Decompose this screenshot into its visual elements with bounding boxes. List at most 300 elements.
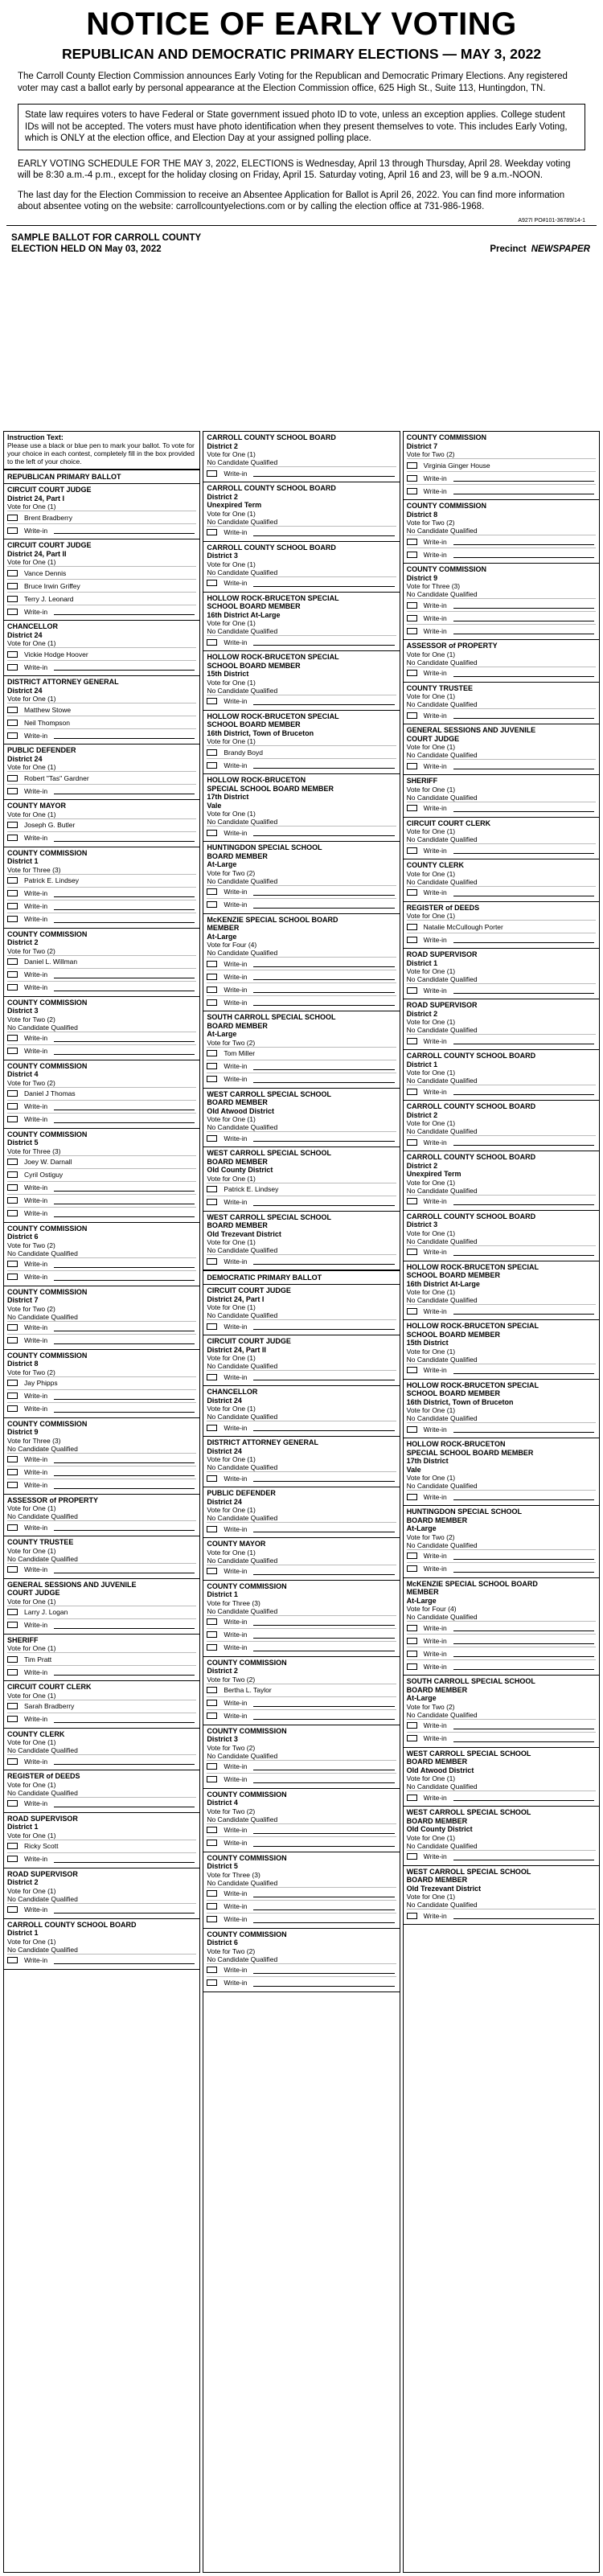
- write-in-line[interactable]: [453, 1088, 594, 1095]
- write-in-option[interactable]: [207, 758, 396, 771]
- vote-box[interactable]: [7, 1103, 18, 1110]
- write-in-option[interactable]: [7, 1270, 196, 1283]
- candidate-option[interactable]: [7, 1606, 196, 1618]
- write-in-option[interactable]: [7, 1334, 196, 1347]
- vote-box[interactable]: [407, 1853, 417, 1860]
- write-in-line[interactable]: [54, 1035, 195, 1042]
- write-in-option[interactable]: [407, 886, 596, 899]
- write-in-line[interactable]: [54, 608, 195, 615]
- write-in-option[interactable]: [207, 1421, 396, 1434]
- candidate-option[interactable]: [7, 1700, 196, 1713]
- vote-box[interactable]: [207, 580, 217, 586]
- write-in-option[interactable]: [407, 708, 596, 721]
- write-in-line[interactable]: [453, 1735, 594, 1742]
- write-in-line[interactable]: [453, 1794, 594, 1801]
- write-in-option[interactable]: [7, 1453, 196, 1466]
- vote-box[interactable]: [207, 974, 217, 980]
- vote-box[interactable]: [7, 822, 18, 828]
- candidate-option[interactable]: [7, 1155, 196, 1168]
- vote-box[interactable]: [7, 1906, 18, 1913]
- vote-box[interactable]: [7, 1197, 18, 1204]
- write-in-line[interactable]: [453, 1650, 594, 1657]
- write-in-option[interactable]: [7, 1466, 196, 1479]
- vote-box[interactable]: [407, 615, 417, 621]
- write-in-line[interactable]: [453, 1853, 594, 1860]
- vote-box[interactable]: [7, 583, 18, 589]
- vote-box[interactable]: [407, 1494, 417, 1500]
- vote-box[interactable]: [7, 1524, 18, 1531]
- candidate-option[interactable]: [207, 1684, 396, 1696]
- write-in-option[interactable]: [207, 1196, 396, 1208]
- candidate-option[interactable]: [407, 458, 596, 471]
- vote-box[interactable]: [407, 924, 417, 930]
- write-in-line[interactable]: [453, 762, 594, 769]
- write-in-option[interactable]: [207, 970, 396, 982]
- write-in-option[interactable]: [407, 1659, 596, 1672]
- write-in-option[interactable]: [7, 913, 196, 925]
- write-in-line[interactable]: [453, 1367, 594, 1374]
- vote-box[interactable]: [207, 1186, 217, 1192]
- vote-box[interactable]: [7, 651, 18, 658]
- write-in-option[interactable]: [407, 1719, 596, 1732]
- vote-box[interactable]: [207, 1631, 217, 1638]
- write-in-line[interactable]: [453, 601, 594, 609]
- vote-box[interactable]: [7, 1035, 18, 1041]
- write-in-option[interactable]: [7, 1713, 196, 1725]
- write-in-option[interactable]: [207, 1370, 396, 1383]
- write-in-line[interactable]: [253, 1916, 394, 1923]
- write-in-line[interactable]: [253, 1373, 394, 1380]
- write-in-option[interactable]: [207, 982, 396, 995]
- vote-box[interactable]: [407, 475, 417, 482]
- vote-box[interactable]: [407, 1308, 417, 1315]
- write-in-line[interactable]: [453, 1198, 594, 1205]
- write-in-line[interactable]: [253, 1979, 394, 1987]
- candidate-option[interactable]: [7, 703, 196, 716]
- vote-box[interactable]: [407, 488, 417, 494]
- write-in-option[interactable]: [7, 900, 196, 913]
- write-in-option[interactable]: [7, 1402, 196, 1415]
- candidate-option[interactable]: [7, 955, 196, 968]
- write-in-option[interactable]: [407, 667, 596, 679]
- write-in-option[interactable]: [7, 1044, 196, 1057]
- candidate-option[interactable]: [7, 511, 196, 523]
- vote-box[interactable]: [407, 1038, 417, 1044]
- write-in-line[interactable]: [54, 1103, 195, 1110]
- write-in-line[interactable]: [453, 1307, 594, 1315]
- write-in-option[interactable]: [7, 1181, 196, 1194]
- write-in-line[interactable]: [54, 1957, 195, 1964]
- vote-box[interactable]: [407, 1249, 417, 1255]
- vote-box[interactable]: [207, 1890, 217, 1897]
- write-in-option[interactable]: [207, 1319, 396, 1332]
- write-in-option[interactable]: [207, 1900, 396, 1913]
- vote-box[interactable]: [7, 890, 18, 896]
- vote-box[interactable]: [7, 1405, 18, 1412]
- vote-box[interactable]: [207, 901, 217, 908]
- vote-box[interactable]: [7, 732, 18, 739]
- write-in-option[interactable]: [407, 1490, 596, 1503]
- write-in-option[interactable]: [7, 831, 196, 844]
- vote-box[interactable]: [407, 539, 417, 545]
- vote-box[interactable]: [407, 1565, 417, 1572]
- write-in-option[interactable]: [207, 826, 396, 839]
- vote-box[interactable]: [7, 1456, 18, 1462]
- write-in-line[interactable]: [253, 638, 394, 646]
- vote-box[interactable]: [7, 916, 18, 922]
- write-in-option[interactable]: [407, 1135, 596, 1148]
- write-in-option[interactable]: [7, 1903, 196, 1916]
- vote-box[interactable]: [7, 515, 18, 521]
- write-in-option[interactable]: [7, 728, 196, 741]
- write-in-option[interactable]: [207, 695, 396, 708]
- vote-box[interactable]: [207, 1425, 217, 1431]
- write-in-option[interactable]: [7, 1100, 196, 1113]
- write-in-line[interactable]: [253, 1475, 394, 1482]
- write-in-line[interactable]: [54, 732, 195, 739]
- write-in-line[interactable]: [54, 890, 195, 897]
- vote-box[interactable]: [207, 1713, 217, 1719]
- write-in-option[interactable]: [7, 1113, 196, 1126]
- vote-box[interactable]: [407, 670, 417, 676]
- write-in-option[interactable]: [7, 1321, 196, 1334]
- candidate-option[interactable]: [7, 716, 196, 728]
- write-in-option[interactable]: [407, 802, 596, 814]
- write-in-line[interactable]: [253, 999, 394, 1006]
- write-in-option[interactable]: [207, 898, 396, 911]
- write-in-line[interactable]: [54, 1197, 195, 1204]
- vote-box[interactable]: [407, 1625, 417, 1631]
- write-in-option[interactable]: [407, 548, 596, 560]
- write-in-line[interactable]: [453, 487, 594, 494]
- write-in-option[interactable]: [407, 1364, 596, 1376]
- vote-box[interactable]: [207, 987, 217, 993]
- vote-box[interactable]: [7, 1274, 18, 1280]
- vote-box[interactable]: [207, 1967, 217, 1973]
- write-in-option[interactable]: [7, 1389, 196, 1402]
- write-in-line[interactable]: [253, 1199, 394, 1206]
- write-in-option[interactable]: [207, 466, 396, 479]
- write-in-line[interactable]: [453, 474, 594, 482]
- write-in-option[interactable]: [7, 1257, 196, 1270]
- write-in-line[interactable]: [253, 1257, 394, 1265]
- vote-box[interactable]: [207, 1776, 217, 1782]
- write-in-line[interactable]: [453, 889, 594, 896]
- write-in-option[interactable]: [407, 933, 596, 945]
- vote-box[interactable]: [207, 749, 217, 756]
- vote-box[interactable]: [7, 1843, 18, 1849]
- write-in-line[interactable]: [54, 1116, 195, 1123]
- vote-box[interactable]: [407, 847, 417, 854]
- write-in-line[interactable]: [54, 787, 195, 794]
- vote-box[interactable]: [7, 609, 18, 615]
- write-in-line[interactable]: [253, 1644, 394, 1651]
- vote-box[interactable]: [407, 1795, 417, 1801]
- write-in-option[interactable]: [7, 1563, 196, 1576]
- vote-box[interactable]: [207, 1199, 217, 1205]
- vote-box[interactable]: [7, 1116, 18, 1122]
- vote-box[interactable]: [7, 1261, 18, 1267]
- vote-box[interactable]: [7, 775, 18, 781]
- write-in-option[interactable]: [207, 1823, 396, 1836]
- write-in-option[interactable]: [207, 1709, 396, 1722]
- write-in-line[interactable]: [453, 1912, 594, 1919]
- vote-box[interactable]: [7, 1703, 18, 1709]
- write-in-line[interactable]: [253, 888, 394, 896]
- vote-box[interactable]: [407, 1638, 417, 1644]
- write-in-option[interactable]: [407, 1034, 596, 1047]
- write-in-option[interactable]: [407, 1634, 596, 1647]
- vote-box[interactable]: [407, 1426, 417, 1433]
- vote-box[interactable]: [407, 1722, 417, 1729]
- write-in-line[interactable]: [253, 1763, 394, 1770]
- vote-box[interactable]: [7, 1393, 18, 1399]
- vote-box[interactable]: [207, 470, 217, 477]
- candidate-option[interactable]: [7, 592, 196, 605]
- write-in-option[interactable]: [7, 1194, 196, 1207]
- vote-box[interactable]: [207, 1979, 217, 1986]
- write-in-option[interactable]: [407, 1647, 596, 1659]
- write-in-option[interactable]: [7, 981, 196, 994]
- write-in-line[interactable]: [54, 1622, 195, 1629]
- write-in-line[interactable]: [54, 916, 195, 923]
- write-in-line[interactable]: [453, 1425, 594, 1433]
- write-in-option[interactable]: [407, 1085, 596, 1097]
- write-in-option[interactable]: [7, 660, 196, 673]
- write-in-line[interactable]: [253, 1323, 394, 1330]
- write-in-line[interactable]: [453, 847, 594, 854]
- vote-box[interactable]: [7, 1800, 18, 1807]
- write-in-option[interactable]: [407, 484, 596, 497]
- vote-box[interactable]: [7, 570, 18, 576]
- candidate-option[interactable]: [7, 647, 196, 660]
- vote-box[interactable]: [7, 971, 18, 978]
- write-in-option[interactable]: [7, 1754, 196, 1767]
- vote-box[interactable]: [407, 805, 417, 811]
- write-in-option[interactable]: [207, 576, 396, 589]
- write-in-line[interactable]: [453, 1553, 594, 1560]
- candidate-option[interactable]: [207, 745, 396, 758]
- write-in-option[interactable]: [207, 1565, 396, 1577]
- write-in-line[interactable]: [453, 1138, 594, 1146]
- vote-box[interactable]: [7, 1566, 18, 1573]
- vote-box[interactable]: [207, 961, 217, 967]
- write-in-option[interactable]: [207, 635, 396, 648]
- write-in-line[interactable]: [54, 971, 195, 978]
- write-in-option[interactable]: [207, 957, 396, 970]
- write-in-option[interactable]: [407, 471, 596, 484]
- vote-box[interactable]: [7, 1048, 18, 1054]
- candidate-option[interactable]: [7, 818, 196, 831]
- write-in-line[interactable]: [253, 1903, 394, 1910]
- vote-box[interactable]: [7, 1957, 18, 1963]
- write-in-line[interactable]: [253, 960, 394, 967]
- write-in-line[interactable]: [453, 936, 594, 943]
- vote-box[interactable]: [7, 958, 18, 965]
- write-in-option[interactable]: [7, 1520, 196, 1533]
- write-in-line[interactable]: [453, 551, 594, 558]
- vote-box[interactable]: [207, 1568, 217, 1574]
- vote-box[interactable]: [207, 1076, 217, 1082]
- vote-box[interactable]: [7, 1171, 18, 1178]
- vote-box[interactable]: [7, 903, 18, 909]
- write-in-line[interactable]: [54, 1668, 195, 1676]
- vote-box[interactable]: [207, 1644, 217, 1651]
- write-in-option[interactable]: [207, 1073, 396, 1085]
- vote-box[interactable]: [7, 984, 18, 991]
- vote-box[interactable]: [7, 788, 18, 794]
- write-in-option[interactable]: [407, 1621, 596, 1634]
- candidate-option[interactable]: [7, 771, 196, 784]
- write-in-line[interactable]: [54, 527, 195, 534]
- write-in-line[interactable]: [253, 1967, 394, 1974]
- write-in-line[interactable]: [54, 1337, 195, 1344]
- write-in-option[interactable]: [207, 1254, 396, 1267]
- write-in-option[interactable]: [407, 1850, 596, 1863]
- write-in-line[interactable]: [253, 1063, 394, 1070]
- vote-box[interactable]: [207, 1700, 217, 1706]
- vote-box[interactable]: [207, 639, 217, 646]
- write-in-option[interactable]: [207, 1836, 396, 1849]
- vote-box[interactable]: [407, 1913, 417, 1919]
- write-in-line[interactable]: [253, 1827, 394, 1834]
- write-in-line[interactable]: [253, 973, 394, 980]
- write-in-line[interactable]: [54, 1210, 195, 1217]
- write-in-option[interactable]: [207, 1522, 396, 1535]
- write-in-line[interactable]: [253, 1700, 394, 1707]
- write-in-line[interactable]: [453, 1249, 594, 1256]
- write-in-option[interactable]: [7, 523, 196, 536]
- vote-box[interactable]: [407, 1735, 417, 1741]
- vote-box[interactable]: [7, 596, 18, 602]
- write-in-line[interactable]: [253, 698, 394, 705]
- write-in-option[interactable]: [407, 1790, 596, 1803]
- vote-box[interactable]: [407, 1553, 417, 1559]
- candidate-option[interactable]: [7, 566, 196, 579]
- vote-box[interactable]: [407, 889, 417, 896]
- write-in-line[interactable]: [453, 712, 594, 719]
- write-in-line[interactable]: [453, 670, 594, 677]
- vote-box[interactable]: [207, 1258, 217, 1265]
- vote-box[interactable]: [407, 1651, 417, 1657]
- vote-box[interactable]: [7, 1716, 18, 1722]
- write-in-option[interactable]: [207, 1760, 396, 1773]
- write-in-line[interactable]: [453, 805, 594, 812]
- vote-box[interactable]: [207, 888, 217, 895]
- vote-box[interactable]: [7, 1856, 18, 1862]
- vote-box[interactable]: [7, 1337, 18, 1343]
- write-in-line[interactable]: [54, 1469, 195, 1476]
- vote-box[interactable]: [7, 1324, 18, 1331]
- vote-box[interactable]: [7, 1758, 18, 1765]
- write-in-option[interactable]: [7, 1665, 196, 1678]
- vote-box[interactable]: [207, 698, 217, 704]
- vote-box[interactable]: [207, 1916, 217, 1922]
- vote-box[interactable]: [407, 1663, 417, 1670]
- write-in-line[interactable]: [253, 1424, 394, 1431]
- write-in-option[interactable]: [7, 1852, 196, 1865]
- vote-box[interactable]: [207, 1323, 217, 1330]
- write-in-option[interactable]: [407, 1909, 596, 1922]
- vote-box[interactable]: [407, 712, 417, 719]
- candidate-option[interactable]: [7, 1652, 196, 1665]
- write-in-line[interactable]: [54, 1906, 195, 1914]
- vote-box[interactable]: [7, 877, 18, 884]
- write-in-line[interactable]: [54, 1184, 195, 1192]
- write-in-line[interactable]: [253, 580, 394, 587]
- write-in-option[interactable]: [407, 535, 596, 548]
- vote-box[interactable]: [207, 1475, 217, 1482]
- write-in-line[interactable]: [54, 1758, 195, 1765]
- vote-box[interactable]: [207, 830, 217, 836]
- write-in-option[interactable]: [7, 784, 196, 797]
- vote-box[interactable]: [407, 937, 417, 943]
- write-in-line[interactable]: [253, 1631, 394, 1639]
- write-in-line[interactable]: [54, 1274, 195, 1281]
- write-in-line[interactable]: [253, 1134, 394, 1142]
- candidate-option[interactable]: [207, 1047, 396, 1060]
- write-in-option[interactable]: [407, 624, 596, 637]
- write-in-line[interactable]: [253, 470, 394, 477]
- vote-box[interactable]: [207, 1903, 217, 1909]
- vote-box[interactable]: [207, 1763, 217, 1770]
- candidate-option[interactable]: [7, 1087, 196, 1100]
- vote-box[interactable]: [407, 1198, 417, 1204]
- write-in-option[interactable]: [407, 759, 596, 772]
- write-in-line[interactable]: [453, 987, 594, 994]
- candidate-option[interactable]: [7, 1168, 196, 1181]
- vote-box[interactable]: [407, 1367, 417, 1373]
- vote-box[interactable]: [407, 462, 417, 469]
- write-in-option[interactable]: [207, 1131, 396, 1144]
- write-in-line[interactable]: [54, 1856, 195, 1863]
- write-in-option[interactable]: [207, 1963, 396, 1976]
- vote-box[interactable]: [207, 1526, 217, 1532]
- vote-box[interactable]: [207, 1374, 217, 1380]
- candidate-option[interactable]: [7, 579, 196, 592]
- write-in-option[interactable]: [7, 887, 196, 900]
- write-in-option[interactable]: [7, 1797, 196, 1810]
- vote-box[interactable]: [7, 1469, 18, 1475]
- vote-box[interactable]: [7, 1380, 18, 1386]
- write-in-option[interactable]: [407, 1304, 596, 1317]
- write-in-option[interactable]: [7, 1479, 196, 1491]
- write-in-line[interactable]: [253, 901, 394, 909]
- write-in-option[interactable]: [7, 1207, 196, 1220]
- write-in-line[interactable]: [253, 1525, 394, 1532]
- vote-box[interactable]: [7, 1159, 18, 1165]
- write-in-line[interactable]: [253, 1568, 394, 1575]
- write-in-line[interactable]: [253, 1076, 394, 1083]
- write-in-option[interactable]: [207, 1060, 396, 1073]
- write-in-option[interactable]: [7, 1954, 196, 1967]
- write-in-option[interactable]: [7, 1032, 196, 1044]
- vote-box[interactable]: [7, 1184, 18, 1191]
- write-in-line[interactable]: [453, 614, 594, 621]
- write-in-line[interactable]: [54, 1048, 195, 1055]
- candidate-option[interactable]: [407, 920, 596, 933]
- write-in-line[interactable]: [54, 1800, 195, 1807]
- write-in-line[interactable]: [453, 1493, 594, 1500]
- write-in-option[interactable]: [207, 1615, 396, 1628]
- write-in-line[interactable]: [453, 627, 594, 634]
- write-in-line[interactable]: [253, 1618, 394, 1626]
- write-in-option[interactable]: [407, 1732, 596, 1745]
- vote-box[interactable]: [407, 602, 417, 609]
- vote-box[interactable]: [7, 1210, 18, 1216]
- write-in-option[interactable]: [407, 1549, 596, 1562]
- vote-box[interactable]: [207, 1063, 217, 1069]
